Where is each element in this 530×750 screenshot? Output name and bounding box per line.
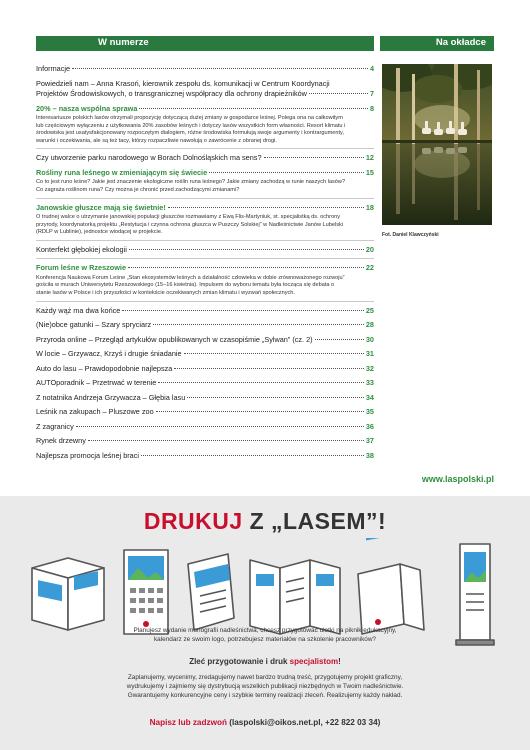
ad-intro: [40, 626, 490, 644]
toc-entry[interactable]: [36, 104, 374, 150]
ad-cta-highlight: specjalistom: [289, 657, 339, 666]
leaflet-icon: [250, 560, 340, 634]
toc-entry-title: Najlepsza promocja leśnej braci: [36, 450, 140, 460]
toc-entry-title: Rośliny runa leśnego w zmieniającym się świecie: [36, 167, 208, 177]
toc-entry-title: (Nie)obce gatunki – Szary spryciarz: [36, 320, 152, 330]
toc-entry[interactable]: [36, 203, 374, 241]
toc-entry-page: 7: [369, 89, 374, 98]
toc-entry[interactable]: [36, 378, 374, 389]
ad-intro-line: kalendarz ze swoim logo, potrzebujesz materiałów na szkolenie pracowników?: [153, 636, 376, 643]
ad-offer-line: Zaplanujemy, wycenimy, zredagujemy nawet bardzo trudną treść, przygotujemy projekt graficzny,: [127, 674, 403, 681]
brochure-icon: [32, 558, 104, 630]
toc-entry-description: O trudnej walce o utrzymanie janowskiej populacji głuszców rozmawiamy z Ewą Flis-Martyniuk, st. specjalistką ds. ochrony przyrody, koordynatorką projektu „Restytucja i czynna ochrona głuszca w Puszczy Solskiej” w Nadleśnictwie Janów Lubelski (RDLP w Lublinie), jednostce wiodącej w projekcie.: [36, 214, 344, 236]
toc-entry-page: 12: [365, 153, 374, 163]
calendar-icon: [124, 550, 168, 634]
toc-entry-title-cont: Projektów Środowiskowych, o transgranicznej współpracy dla ochrony drapieżników: [36, 89, 307, 98]
toc-entry[interactable]: [36, 436, 374, 447]
cover-header: [380, 36, 494, 51]
ad-contact-label: Napisz lub zadzwoń: [149, 718, 227, 727]
ad-contact-details[interactable]: (laspolski@oikos.net.pl, +22 822 03 34): [226, 718, 381, 727]
toc-entry-page: 15: [365, 167, 374, 177]
toc-entry-title: Auto do lasu – Prawdopodobnie najlepsza: [36, 363, 173, 373]
toc-entry-title: Przyroda online – Przegląd artykułów opublikowanych w czasopiśmie „Sylwan” (cz. 2): [36, 334, 313, 344]
cover-photo: [382, 64, 492, 225]
toc-entry-page: 4: [369, 64, 374, 73]
ad-cta-heading: [40, 657, 490, 666]
toc-entry[interactable]: [36, 79, 374, 100]
toc-entry-title: Czy utworzenie parku narodowego w Borach Dolnośląskich ma sens?: [36, 153, 262, 163]
toc-entry-page: 37: [365, 436, 374, 446]
toc-entry-title: AUTOporadnik – Przetrwać w terenie: [36, 378, 157, 388]
toc-entry-page: 33: [365, 378, 374, 388]
toc-entry-page: 28: [365, 320, 374, 330]
toc-entry-page: 38: [365, 450, 374, 460]
toc-entry[interactable]: [36, 263, 374, 301]
toc-entry[interactable]: [36, 349, 374, 360]
toc-entry-description: Co to jest runo leśne? Jakie jest znaczenie ekologiczne roślin runa leśnego? Jakie zmiany zachodzą w runie naszych lasów? Co zagraża roślinom runa? Czy można je chronić przed zachodzącymi zmianami?: [36, 179, 346, 193]
toc-entry[interactable]: [36, 393, 374, 404]
toc-entry-title: W locie – Grzywacz, Krzyś i drugie śniadanie: [36, 349, 182, 359]
toc-entry-page: 32: [365, 363, 374, 373]
toc-entry-page: 20: [365, 244, 374, 254]
toc-entry-title: 20% – nasza wspólna sprawa: [36, 103, 138, 113]
toc-entry-title: Leśnik na zakupach – Pluszowe zoo: [36, 407, 154, 417]
toc-entry-page: 34: [365, 392, 374, 402]
booklet-icon: [188, 554, 234, 630]
ad-cta-end: !: [338, 657, 341, 666]
toc-entry-title: Każdy wąż ma dwa końce: [36, 305, 121, 315]
website-link[interactable]: www.laspolski.pl: [421, 474, 494, 484]
toc-entry[interactable]: [36, 153, 374, 164]
toc-entry-page: 31: [365, 349, 374, 359]
toc-header-title: W numerze: [98, 37, 149, 48]
toc-entry-title: Powiedzieli nam – Anna Krasoń, kierownik zespołu ds. komunikacji w Centrum Koordynacji: [36, 78, 330, 88]
cover-header-title: Na okładce: [435, 37, 486, 48]
ad-cta-text: Zleć przygotowanie i druk: [189, 657, 290, 666]
toc-entry-page: 30: [365, 334, 374, 344]
toc-entry-title: Z zagranicy: [36, 421, 74, 431]
toc-entry[interactable]: [36, 320, 374, 331]
toc-entry[interactable]: [36, 245, 374, 260]
toc-entry-title: Konterfekt głębokiej ekologii: [36, 244, 127, 254]
toc-entry-page: 8: [369, 103, 374, 113]
toc-entry-page: 35: [365, 407, 374, 417]
toc-entry-page: 25: [365, 305, 374, 315]
ad-title-dark: Z „LASEM”!: [249, 508, 387, 534]
toc-entry-description: Konferencja Naukowa Forum Leśne „Stan ekosystemów leśnych a działalność człowieka w dobie zrównoważonego rozwoju” gościła w murach Uniwersytetu Rzeszowskiego (15–16 kwietnia). Impulsem do wyboru tematu była tocząca się debata o stanie lasów w Polsce i ich przyszłości w kontekście oczekiwanych zmian klimatu i wyzwań społecznych.: [36, 274, 345, 297]
toc-header: [36, 36, 374, 51]
ad-offer-line: Gwarantujemy konkurencyjne ceny i szybkie terminy realizacji zleceń. Realizujemy każdy nakład.: [127, 692, 403, 699]
toc-entry[interactable]: [36, 364, 374, 375]
toc-entry-title: Informacje: [36, 64, 71, 73]
photo-credit: Fot. Daniel Klawczyński: [382, 232, 439, 238]
ad-offer-line: wydrukujemy i zajmiemy się dystrybucją wszelkich publikacji niezbędnych w Twoim nadleśnictwie.: [126, 683, 404, 690]
toc-entry[interactable]: [36, 306, 374, 317]
ad-contact[interactable]: [40, 718, 490, 727]
toc-entry-description: Interesariusze polskich lasów otrzymali propozycję dotyczącą dużej zmiany w gospodarce leśnej. Polega ona na całkowitym lub częściowym wyłączeniu z użytkowania 20% zasobów leśnych i dotyczy lasów wszystkich form własności. Resort klimatu i środowiska jest usatysfakcjonowany rozpoczętym dialogiem, różne środowiska formułują swoje argumenty i kontrargumenty, warunki i oczekiwania, ale są też tacy, którzy rozpaczliwie nawołują o zawrócenie z obranej drogi.: [36, 115, 346, 144]
toc-entry-page: 22: [365, 263, 374, 273]
print-advertisement: [0, 496, 530, 750]
toc-entry-page: 36: [365, 421, 374, 431]
toc-entry-title: Rynek drzewny: [36, 436, 86, 446]
ad-intro-line: Planujesz wydanie monografii nadleśnictwa, chcesz przygotować ulotki na piknik edukacyjny,: [133, 627, 397, 634]
ad-offer: [40, 673, 490, 700]
folder-icon: [358, 538, 424, 634]
toc-entry-title: Forum leśne w Rzeszowie: [36, 263, 127, 273]
toc-entry[interactable]: [36, 451, 374, 462]
toc-entry[interactable]: [36, 407, 374, 418]
table-of-contents: [36, 64, 374, 465]
toc-entry-title: Z notatnika Andrzeja Grzywacza – Głębia lasu: [36, 392, 186, 402]
toc-entry[interactable]: [36, 168, 374, 199]
toc-entry[interactable]: [36, 422, 374, 433]
ad-title: [0, 508, 530, 535]
toc-entry[interactable]: [36, 335, 374, 346]
toc-entry-page: 18: [365, 202, 374, 212]
toc-entry[interactable]: [36, 64, 374, 75]
toc-entry-title: Janowskie głuszce mają się świetnie!: [36, 202, 166, 212]
ad-title-red: DRUKUJ: [143, 508, 243, 534]
